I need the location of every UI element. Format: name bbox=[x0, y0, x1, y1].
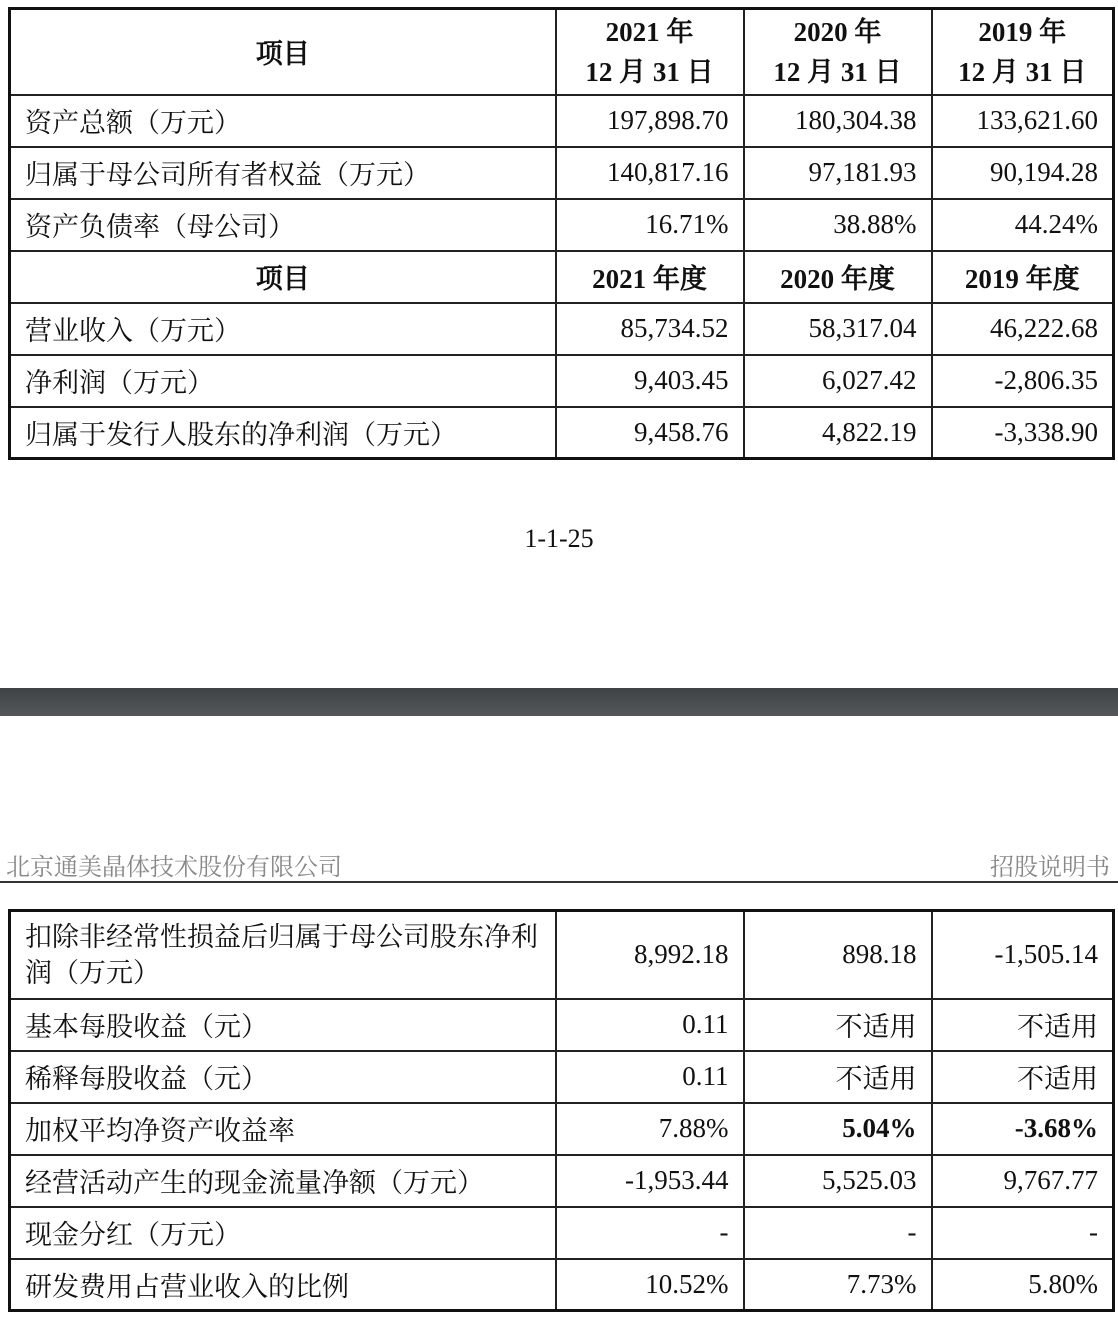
cell-2021: 85,734.52 bbox=[556, 303, 744, 355]
cell-2019: - bbox=[932, 1207, 1114, 1259]
table-subheader-row bbox=[10, 251, 1114, 303]
cell-2019: 44.24% bbox=[932, 199, 1114, 251]
table-row bbox=[10, 355, 1114, 407]
row-label: 研发费用占营业收入的比例 bbox=[10, 1259, 556, 1311]
subheader-2019: 2019 年度 bbox=[932, 251, 1114, 303]
header-date: 12 月 31 日 bbox=[958, 56, 1087, 87]
cell-2020: 5.04% bbox=[744, 1103, 932, 1155]
running-header bbox=[0, 845, 1118, 883]
cell-2020: 38.88% bbox=[744, 199, 932, 251]
page-divider bbox=[0, 688, 1118, 716]
table-row bbox=[10, 199, 1114, 251]
table-row bbox=[10, 1155, 1114, 1207]
cell-2020: 58,317.04 bbox=[744, 303, 932, 355]
row-label: 资产负债率（母公司） bbox=[10, 199, 556, 251]
cell-2021: 8,992.18 bbox=[556, 911, 744, 999]
financial-table-bottom bbox=[8, 909, 1115, 1312]
cell-2019: 133,621.60 bbox=[932, 95, 1114, 147]
cell-2021: 140,817.16 bbox=[556, 147, 744, 199]
subheader-item: 项目 bbox=[10, 251, 556, 303]
table-row bbox=[10, 999, 1114, 1051]
row-label: 归属于母公司所有者权益（万元） bbox=[10, 147, 556, 199]
financial-table-top bbox=[8, 7, 1115, 460]
header-year: 2021 年 bbox=[605, 16, 694, 47]
cell-2019: -3,338.90 bbox=[932, 407, 1114, 459]
header-date: 12 月 31 日 bbox=[585, 56, 714, 87]
cell-2021: 7.88% bbox=[556, 1103, 744, 1155]
subheader-2021: 2021 年度 bbox=[556, 251, 744, 303]
table-row bbox=[10, 95, 1114, 147]
row-label: 现金分红（万元） bbox=[10, 1207, 556, 1259]
cell-2019: -3.68% bbox=[932, 1103, 1114, 1155]
cell-2019: 46,222.68 bbox=[932, 303, 1114, 355]
cell-2021: 0.11 bbox=[556, 999, 744, 1051]
cell-2021: 197,898.70 bbox=[556, 95, 744, 147]
cell-2020: 7.73% bbox=[744, 1259, 932, 1311]
cell-2020: 不适用 bbox=[744, 999, 932, 1051]
header-col-2021 bbox=[556, 9, 744, 95]
document-type: 招股说明书 bbox=[990, 853, 1110, 881]
cell-2019: 不适用 bbox=[932, 999, 1114, 1051]
cell-2020: 6,027.42 bbox=[744, 355, 932, 407]
cell-2021: 16.71% bbox=[556, 199, 744, 251]
cell-2021: - bbox=[556, 1207, 744, 1259]
table-header-row bbox=[10, 9, 1114, 95]
row-label: 加权平均净资产收益率 bbox=[10, 1103, 556, 1155]
cell-2020: - bbox=[744, 1207, 932, 1259]
table-row bbox=[10, 1259, 1114, 1311]
cell-2019: 5.80% bbox=[932, 1259, 1114, 1311]
header-item: 项目 bbox=[10, 9, 556, 95]
table-row bbox=[10, 1207, 1114, 1259]
cell-2021: 10.52% bbox=[556, 1259, 744, 1311]
company-name: 北京通美晶体技术股份有限公司 bbox=[6, 853, 342, 881]
cell-2020: 不适用 bbox=[744, 1051, 932, 1103]
header-year: 2020 年 bbox=[793, 16, 882, 47]
row-label: 资产总额（万元） bbox=[10, 95, 556, 147]
row-label: 营业收入（万元） bbox=[10, 303, 556, 355]
cell-2020: 180,304.38 bbox=[744, 95, 932, 147]
cell-2021: -1,953.44 bbox=[556, 1155, 744, 1207]
row-label: 稀释每股收益（元） bbox=[10, 1051, 556, 1103]
cell-2019: 不适用 bbox=[932, 1051, 1114, 1103]
table-row bbox=[10, 1051, 1114, 1103]
cell-2019: -1,505.14 bbox=[932, 911, 1114, 999]
cell-2021: 9,403.45 bbox=[556, 355, 744, 407]
page-number: 1-1-25 bbox=[524, 524, 594, 553]
row-label: 基本每股收益（元） bbox=[10, 999, 556, 1051]
cell-2019: -2,806.35 bbox=[932, 355, 1114, 407]
table-row bbox=[10, 407, 1114, 459]
subheader-2020: 2020 年度 bbox=[744, 251, 932, 303]
cell-2019: 90,194.28 bbox=[932, 147, 1114, 199]
cell-2021: 9,458.76 bbox=[556, 407, 744, 459]
cell-2021: 0.11 bbox=[556, 1051, 744, 1103]
header-date: 12 月 31 日 bbox=[773, 56, 902, 87]
row-label: 扣除非经常性损益后归属于母公司股东净利润（万元） bbox=[10, 911, 556, 999]
header-year: 2019 年 bbox=[978, 16, 1067, 47]
header-col-2020 bbox=[744, 9, 932, 95]
row-label: 归属于发行人股东的净利润（万元） bbox=[10, 407, 556, 459]
cell-2020: 5,525.03 bbox=[744, 1155, 932, 1207]
table-row bbox=[10, 147, 1114, 199]
cell-2020: 97,181.93 bbox=[744, 147, 932, 199]
cell-2019: 9,767.77 bbox=[932, 1155, 1114, 1207]
row-label: 净利润（万元） bbox=[10, 355, 556, 407]
table-row bbox=[10, 303, 1114, 355]
table-row bbox=[10, 911, 1114, 999]
cell-2020: 4,822.19 bbox=[744, 407, 932, 459]
header-col-2019 bbox=[932, 9, 1114, 95]
row-label: 经营活动产生的现金流量净额（万元） bbox=[10, 1155, 556, 1207]
table-row bbox=[10, 1103, 1114, 1155]
cell-2020: 898.18 bbox=[744, 911, 932, 999]
